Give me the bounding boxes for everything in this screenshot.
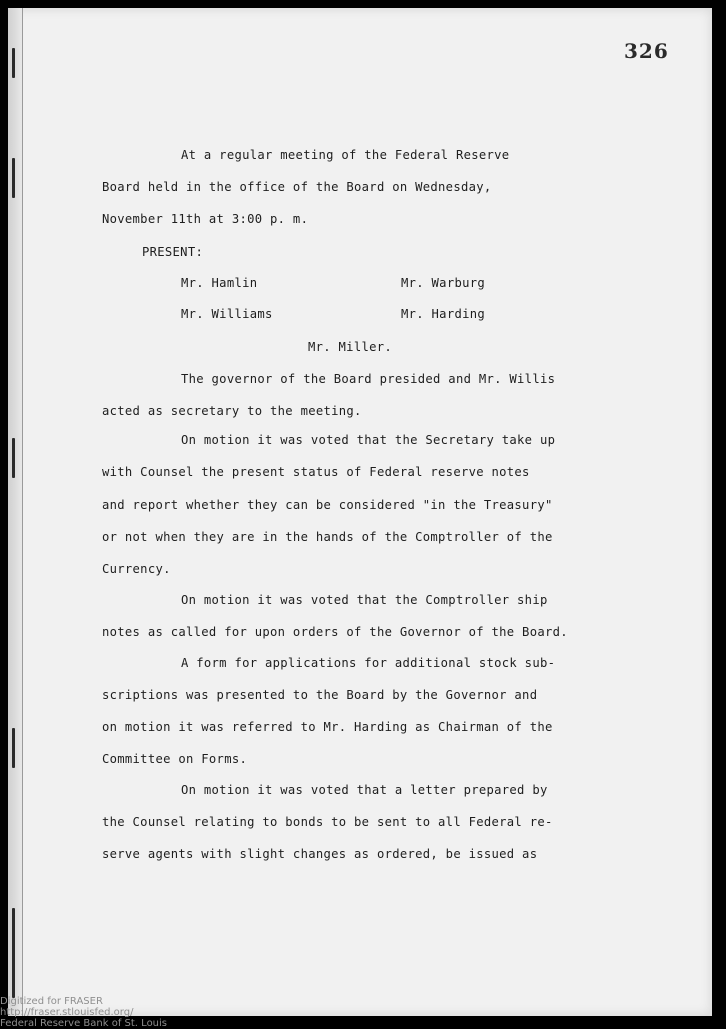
paragraph-3-line-1: On motion it was voted that the Secretary take up: [181, 433, 556, 447]
paragraph-1-line-2: Board held in the office of the Board on Wednesday,: [102, 180, 492, 194]
stitch-mark: [12, 158, 15, 198]
document-page: [8, 8, 712, 1016]
page-number: 326: [624, 39, 669, 63]
paragraph-3-line-5: Currency.: [102, 562, 171, 576]
paragraph-3-line-2: with Counsel the present status of Federal reserve notes: [102, 465, 530, 479]
paragraph-5-line-1: A form for applications for additional stock sub-: [181, 656, 556, 670]
stitch-mark: [12, 438, 15, 478]
paragraph-1-line-1: At a regular meeting of the Federal Reserve: [181, 148, 510, 162]
paragraph-5-line-2: scriptions was presented to the Board by the Governor and: [102, 688, 538, 702]
paragraph-6-line-3: serve agents with slight changes as ordered, be issued as: [102, 847, 538, 861]
stitch-mark: [12, 908, 15, 998]
paragraph-6-line-2: the Counsel relating to bonds to be sent to all Federal re-: [102, 815, 553, 829]
watermark-line-2[interactable]: http://fraser.stlouisfed.org/: [0, 1007, 134, 1018]
paragraph-6-line-1: On motion it was voted that a letter prepared by: [181, 783, 548, 797]
paragraph-3-line-3: and report whether they can be considered "in the Treasury": [102, 498, 553, 512]
stitch-mark: [12, 48, 15, 78]
attendee-warburg: Mr. Warburg: [401, 276, 486, 290]
binding-spine: [8, 8, 23, 1016]
attendee-miller: Mr. Miller.: [308, 340, 393, 354]
attendee-williams: Mr. Williams: [181, 307, 273, 321]
paragraph-5-line-3: on motion it was referred to Mr. Harding as Chairman of the: [102, 720, 553, 734]
paragraph-5-line-4: Committee on Forms.: [102, 752, 248, 766]
watermark-line-1: Digitized for FRASER: [0, 996, 103, 1007]
paragraph-1-line-3: November 11th at 3:00 p. m.: [102, 212, 309, 226]
attendee-hamlin: Mr. Hamlin: [181, 276, 258, 290]
paragraph-4-line-1: On motion it was voted that the Comptroller ship: [181, 593, 548, 607]
present-label: PRESENT:: [142, 245, 204, 259]
watermark-line-3: Federal Reserve Bank of St. Louis: [0, 1018, 168, 1029]
fraser-watermark: [0, 996, 168, 1029]
paragraph-2-line-2: acted as secretary to the meeting.: [102, 404, 362, 418]
paragraph-4-line-2: notes as called for upon orders of the Governor of the Board.: [102, 625, 568, 639]
paragraph-2-line-1: The governor of the Board presided and Mr. Willis: [181, 372, 556, 386]
attendee-harding: Mr. Harding: [401, 307, 486, 321]
paragraph-3-line-4: or not when they are in the hands of the Comptroller of the: [102, 530, 553, 544]
stitch-mark: [12, 728, 15, 768]
